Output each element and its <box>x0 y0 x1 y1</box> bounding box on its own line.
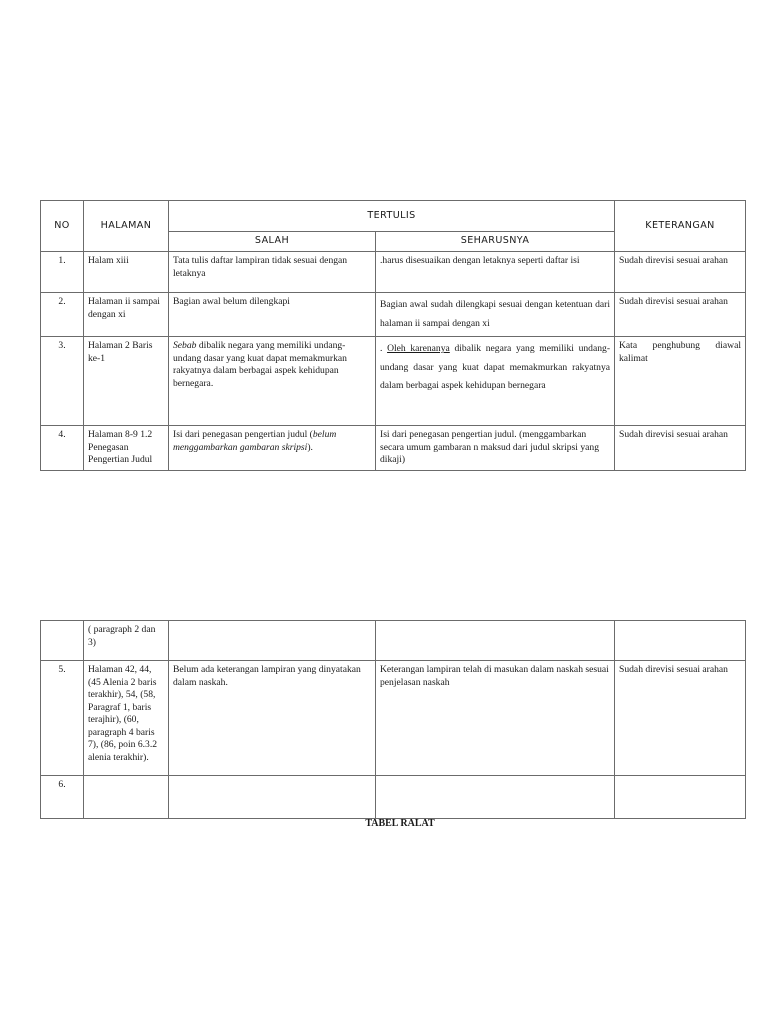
cell-seharusnya: Bagian awal sudah dilengkapi sesuai dengan ketentuan dari halaman ii sampai dengan xi <box>376 293 615 337</box>
cell-no: 3. <box>41 337 84 426</box>
cell-halaman: Halam xiii <box>84 252 169 293</box>
cell-keterangan: Sudah direvisi sesuai arahan <box>615 252 746 293</box>
cell-no <box>41 621 84 661</box>
table-row <box>41 252 746 293</box>
cell-keterangan: Sudah direvisi sesuai arahan <box>615 426 746 471</box>
table-caption: TABEL RALAT <box>365 818 435 829</box>
header-no: NO <box>41 201 84 252</box>
table-row <box>41 293 746 337</box>
underlined-conjunction: Oleh karenanya <box>387 343 450 354</box>
ralat-table-continued <box>40 620 746 819</box>
table-row <box>41 337 746 426</box>
cell-seharusnya: Keterangan lampiran telah di masukan dalam naskah sesuai penjelasan naskah <box>376 661 615 776</box>
cell-keterangan: Sudah direvisi sesuai arahan <box>615 293 746 337</box>
cell-salah <box>169 621 376 661</box>
cell-halaman: Halaman 42, 44, (45 Alenia 2 baris terakhir), 54, (58, Paragraf 1, baris terajhir), (60, paragraph 4 baris 7), (86, poin 6.3.2 alenia terakhir). <box>84 661 169 776</box>
header-seharusnya: SEHARUSNYA <box>376 232 615 252</box>
header-keterangan: KETERANGAN <box>615 201 746 252</box>
cell-keterangan: Kata penghubung diawal kalimat <box>615 337 746 426</box>
table-row <box>41 621 746 661</box>
cell-no: 4. <box>41 426 84 471</box>
italic-conjunction: Sebab <box>173 340 197 351</box>
cell-salah: Tata tulis daftar lampiran tidak sesuai dengan letaknya <box>169 252 376 293</box>
cell-no: 2. <box>41 293 84 337</box>
cell-halaman: ( paragraph 2 dan 3) <box>84 621 169 661</box>
cell-no: 1. <box>41 252 84 293</box>
cell-halaman: Halaman 8-9 1.2 Penegasan Pengertian Judul <box>84 426 169 471</box>
ralat-table <box>40 200 746 471</box>
cell-halaman: Halaman 2 Baris ke-1 <box>84 337 169 426</box>
cell-keterangan: Sudah direvisi sesuai arahan <box>615 661 746 776</box>
cell-seharusnya: Isi dari penegasan pengertian judul. (menggambarkan secara umum gambaran n maksud dari judul skripsi yang dikaji) <box>376 426 615 471</box>
cell-halaman: Halaman ii sampai dengan xi <box>84 293 169 337</box>
cell-keterangan <box>615 776 746 819</box>
salah-text-start: Isi dari penegasan pengertian judul ( <box>173 429 313 440</box>
header-halaman: HALAMAN <box>84 201 169 252</box>
italic-note: belum menggambarkan gambaran skripsi <box>173 429 337 453</box>
cell-salah: Bagian awal belum dilengkapi <box>169 293 376 337</box>
salah-text: dibalik negara yang memiliki undang-undang dasar yang kuat dapat memakmurkan rakyatnya dalam berbagai aspek kehidupan bernegara. <box>173 340 347 389</box>
cell-keterangan <box>615 621 746 661</box>
cell-salah <box>169 426 376 471</box>
prefix-text: . <box>380 343 388 354</box>
cell-salah: Belum ada keterangan lampiran yang dinyatakan dalam naskah. <box>169 661 376 776</box>
seharusnya-text: dibalik negara yang memiliki undang-undang dasar yang kuat dapat memakmurkan rakyatnya dalam berbagai aspek kehidupan bernegara <box>380 343 611 391</box>
cell-salah <box>169 776 376 819</box>
header-salah: SALAH <box>169 232 376 252</box>
cell-no: 6. <box>41 776 84 819</box>
cell-seharusnya: .harus disesuaikan dengan letaknya seperti daftar isi <box>376 252 615 293</box>
cell-seharusnya <box>376 776 615 819</box>
table-row <box>41 661 746 776</box>
cell-seharusnya <box>376 621 615 661</box>
header-tertulis: TERTULIS <box>169 201 615 232</box>
cell-no: 5. <box>41 661 84 776</box>
cell-salah <box>169 337 376 426</box>
cell-seharusnya <box>376 337 615 426</box>
salah-text-end: ). <box>307 441 313 453</box>
table-row <box>41 776 746 819</box>
table-row <box>41 426 746 471</box>
cell-halaman <box>84 776 169 819</box>
